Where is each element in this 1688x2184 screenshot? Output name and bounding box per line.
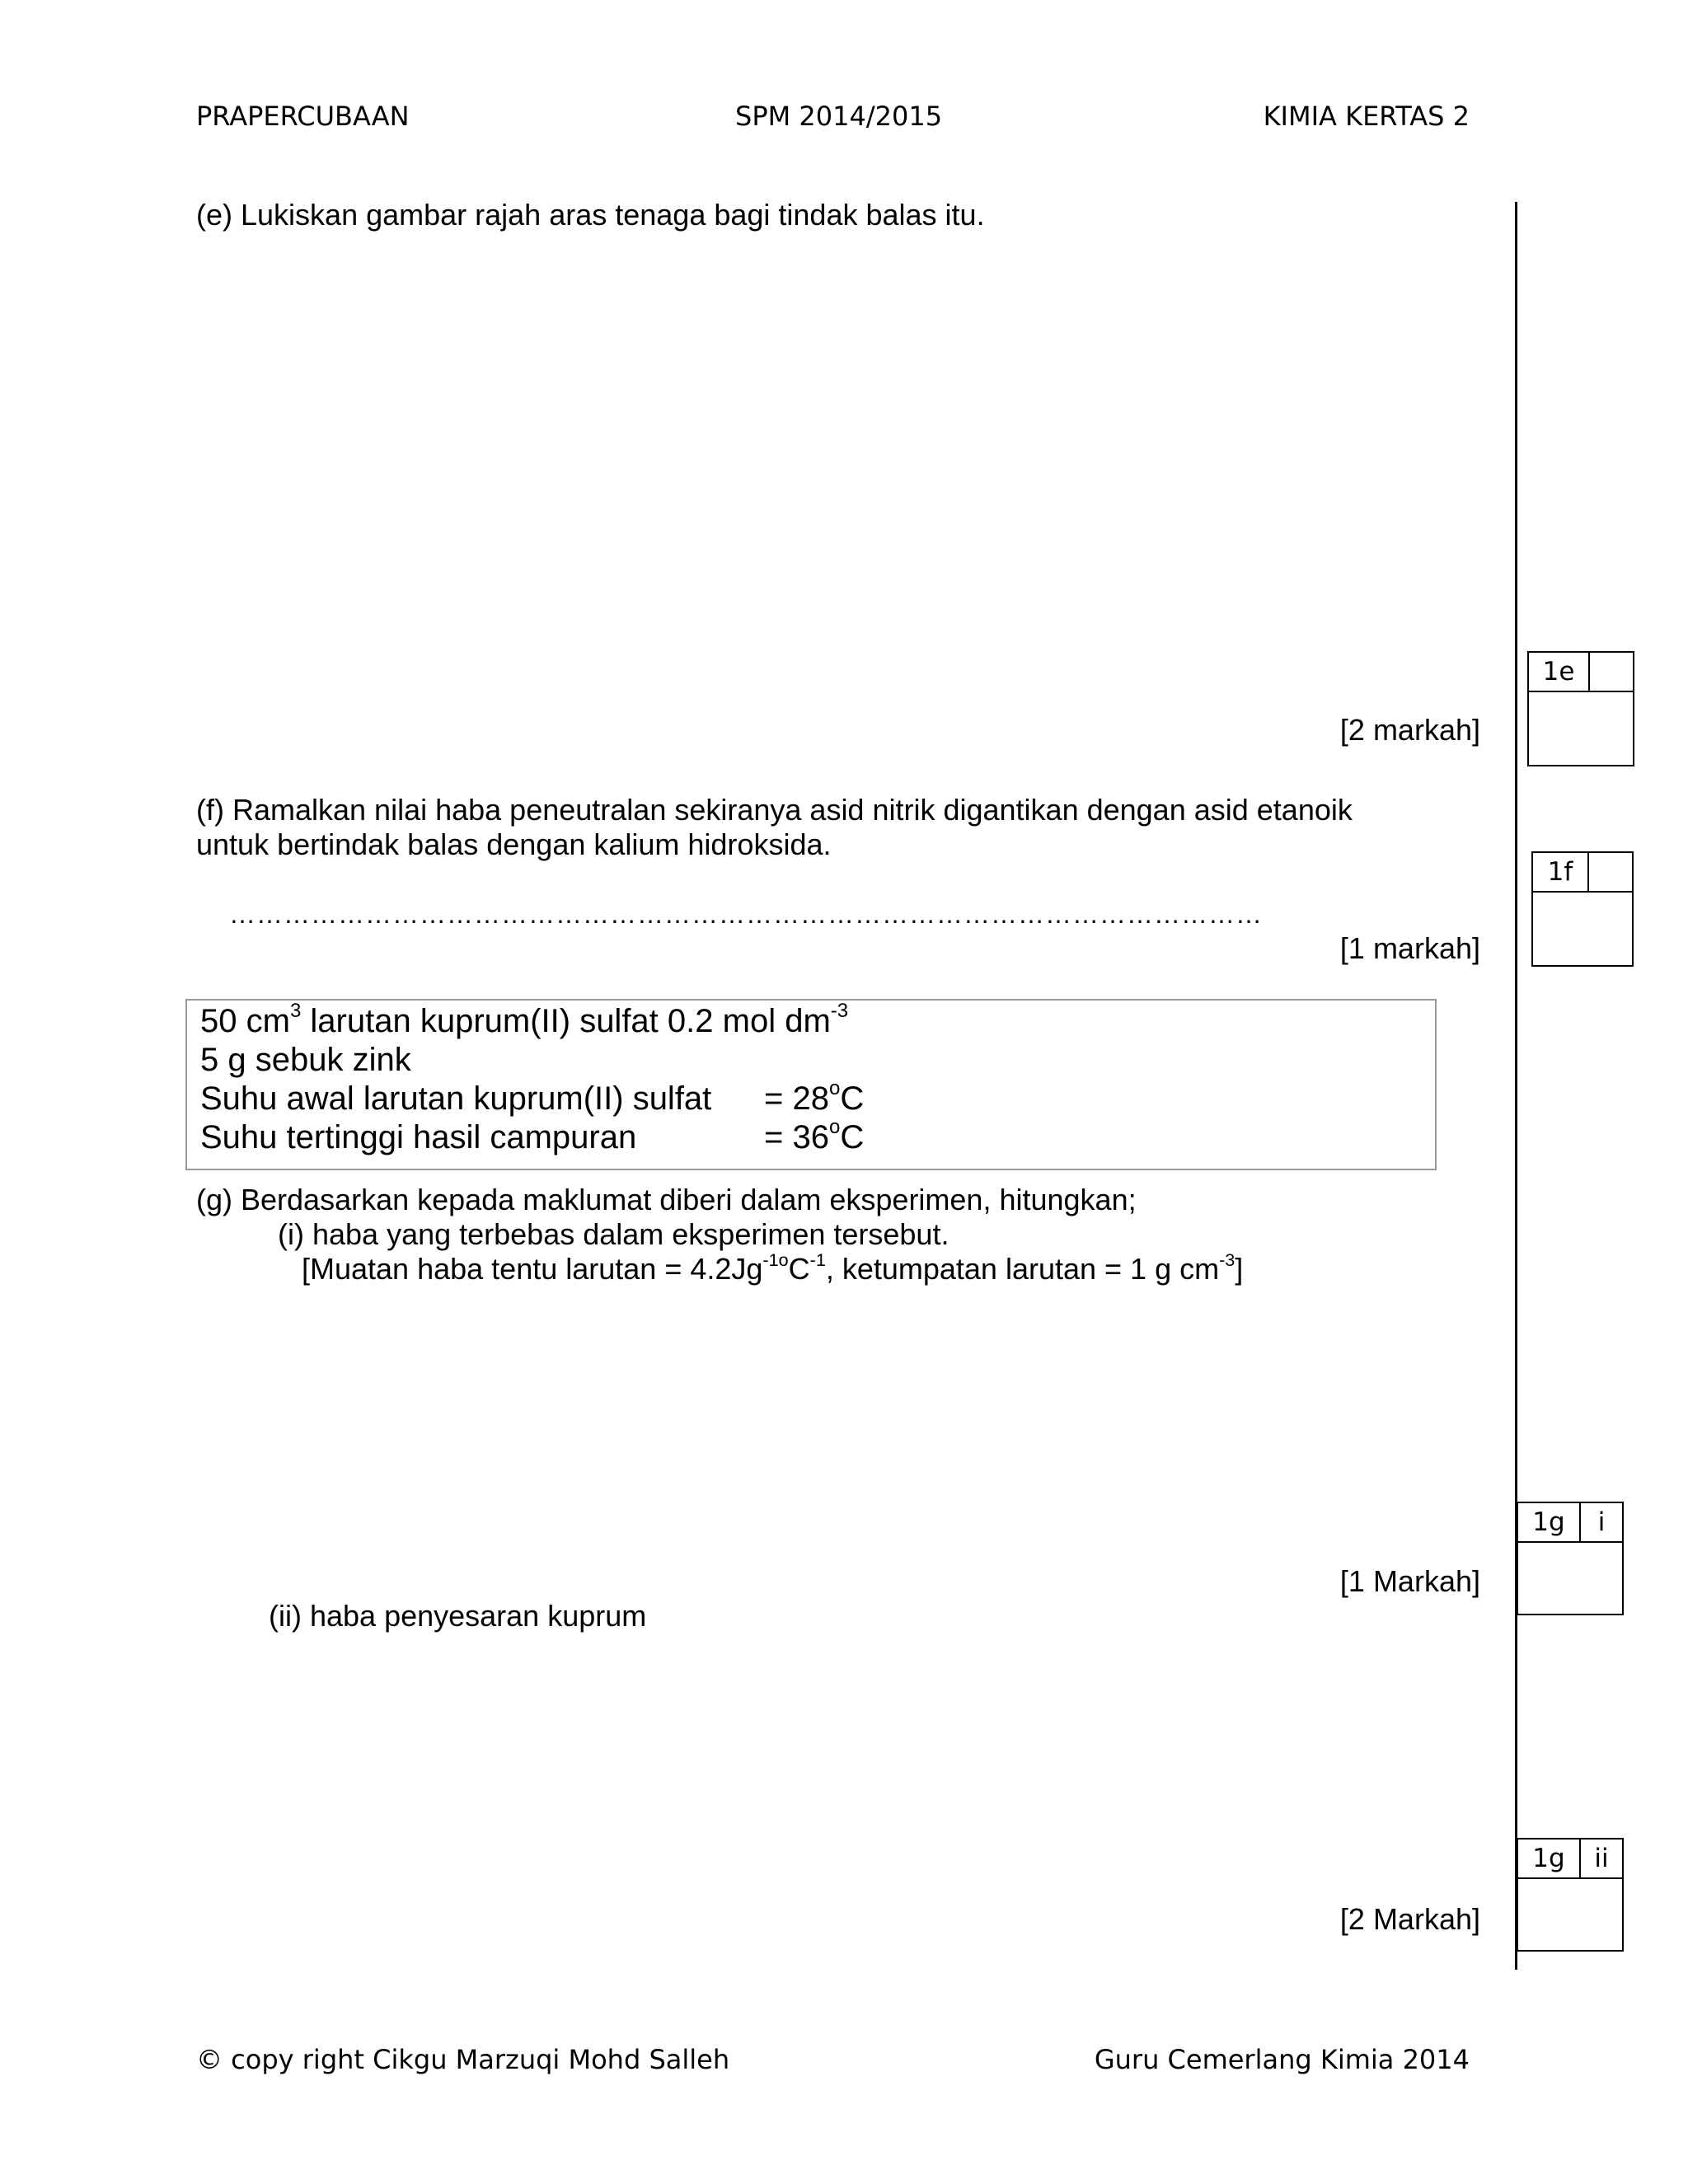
question-g-ii-text: (ii) haba penyesaran kuprum	[269, 1599, 647, 1633]
mark-box-1g-i	[1517, 1502, 1624, 1615]
question-g-i-text: (i) haba yang terbebas dalam eksperimen tersebut.	[278, 1217, 950, 1251]
header-center: SPM 2014/2015	[735, 101, 943, 132]
mark-box-1e	[1527, 651, 1634, 766]
mark-box-sub	[1589, 853, 1632, 891]
question-g-ii-marks: [2 Markah]	[1339, 1902, 1480, 1936]
mark-box-label: 1f	[1533, 853, 1589, 891]
mark-box-label: 1g	[1518, 1503, 1581, 1541]
info-line-1: 50 $cm^3$ larutan kuprum(II) sulfat 0.2 mol $dm^{-3}$	[200, 1000, 849, 1039]
answer-dots: ……………………………………………………………………………………………………	[229, 899, 1263, 929]
question-g-intro: (g) Berdasarkan kepada maklumat diberi dalam eksperimen, hitungkan;	[196, 1183, 1137, 1216]
mark-box-label: 1e	[1529, 653, 1590, 691]
mark-box-sub: i	[1597, 1507, 1606, 1537]
info-line-3: Suhu awal larutan kuprum(II) sulfat	[200, 1080, 712, 1117]
info-line-4: Suhu tertinggi hasil campuran	[200, 1119, 637, 1155]
header-left: PRAPERCUBAAN	[196, 101, 410, 132]
mark-box-sub: ii	[1594, 1844, 1609, 1873]
footer-left: © copy right Cikgu Marzuqi Mohd Salleh	[196, 2044, 730, 2075]
info-line-3-value: = $28^oC$	[764, 1077, 865, 1117]
question-e-text: (e) Lukiskan gambar rajah aras tenaga bagi tindak balas itu.	[196, 198, 985, 232]
mark-box-1f	[1531, 851, 1634, 967]
mark-box-sub	[1590, 653, 1633, 691]
question-f-marks: [1 markah]	[1339, 931, 1480, 965]
header-right: KIMIA KERTAS 2	[1263, 101, 1470, 132]
info-line-4-value: = $36^oC$	[764, 1116, 865, 1155]
experiment-info-box	[185, 999, 1437, 1170]
mark-box-1g-ii	[1517, 1838, 1624, 1952]
margin-line	[1515, 202, 1517, 1970]
question-g-i-marks: [1 Markah]	[1339, 1564, 1480, 1598]
info-line-2: 5 g sebuk zink	[200, 1042, 411, 1078]
question-f-line1: (f) Ramalkan nilai haba peneutralan sekiranya asid nitrik digantikan dengan asid etanoik	[196, 793, 1353, 827]
question-f-line2: untuk bertindak balas dengan kalium hidroksida.	[196, 827, 832, 861]
footer-right: Guru Cemerlang Kimia 2014	[1094, 2044, 1470, 2075]
mark-box-label: 1g	[1518, 1840, 1581, 1877]
question-e-marks: [2 markah]	[1339, 713, 1480, 747]
question-g-i-note: [Muatan haba tentu larutan = $4.2Jg^{-1o}C^{-1}$, ketumpatan larutan = 1 g $cm^{-3}$]	[302, 1249, 1244, 1286]
